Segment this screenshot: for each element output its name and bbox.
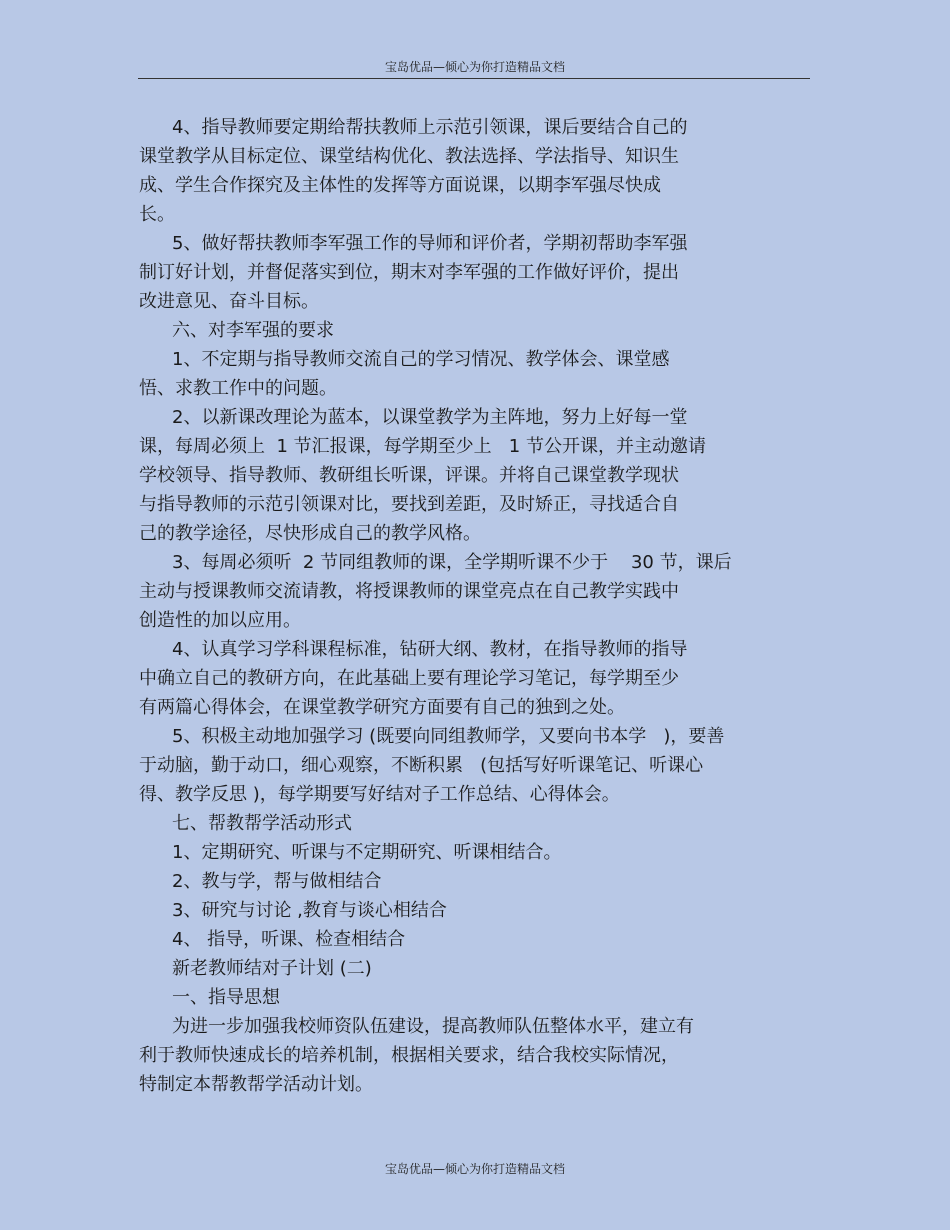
text-line: 制订好计划，并督促落实到位，期末对李军强的工作做好评价，提出: [139, 262, 679, 283]
page-header: 宝岛优品—倾心为你打造精品文档: [384, 60, 565, 74]
text-line: 六、对李军强的要求: [172, 320, 334, 341]
text-line: 利于教师快速成长的培养机制，根据相关要求，结合我校实际情况，: [139, 1045, 679, 1066]
text-line: 己的教学途径，尽快形成自己的教学风格。: [139, 523, 481, 544]
text-line: 1、不定期与指导教师交流自己的学习情况、教学体会、课堂感: [172, 349, 670, 370]
text-line: 与指导教师的示范引领课对比，要找到差距，及时矫正，寻找适合自: [139, 494, 679, 515]
text-line: 5、做好帮扶教师李军强工作的导师和评价者，学期初帮助李军强: [172, 233, 688, 254]
text-line: 为进一步加强我校师资队伍建设，提高教师队伍整体水平，建立有: [172, 1016, 694, 1037]
text-line: 4、认真学习学科课程标准，钻研大纲、教材，在指导教师的指导: [172, 639, 688, 660]
text-line: 新老教师结对子计划 (二): [172, 958, 372, 979]
text-line: 2、教与学，帮与做相结合: [172, 871, 382, 892]
text-line: 3、研究与讨论 ,教育与谈心相结合: [172, 900, 447, 921]
text-line: 学校领导、指导教师、教研组长听课，评课。并将自己课堂教学现状: [139, 465, 679, 486]
text-line: 于动脑，勤于动口，细心观察，不断积累 (包括写好听课笔记、听课心: [139, 755, 704, 776]
text-line: 主动与授课教师交流请教，将授课教师的课堂亮点在自己教学实践中: [139, 581, 679, 602]
text-line: 5、积极主动地加强学习 (既要向同组教师学，又要向书本学 )，要善: [172, 726, 725, 747]
text-line: 课，每周必须上 1 节汇报课，每学期至少上 1 节公开课，并主动邀请: [139, 436, 706, 457]
text-line: 特制定本帮教帮学活动计划。: [139, 1074, 373, 1095]
text-line: 悟、求教工作中的问题。: [139, 378, 337, 399]
header-divider: [138, 78, 810, 79]
text-line: 创造性的加以应用。: [139, 610, 301, 631]
text-line: 3、每周必须听 2 节同组教师的课，全学期听课不少于 30 节，课后: [172, 552, 732, 573]
text-line: 成、学生合作探究及主体性的发挥等方面说课，以期李军强尽快成: [139, 175, 661, 196]
text-line: 中确立自己的教研方向，在此基础上要有理论学习笔记，每学期至少: [139, 668, 679, 689]
document-body: [139, 113, 809, 1099]
text-line: 长。: [139, 204, 175, 225]
text-line: 4、 指导，听课、检查相结合: [172, 929, 406, 950]
text-line: 七、帮教帮学活动形式: [172, 813, 352, 834]
text-line: 2、以新课改理论为蓝本，以课堂教学为主阵地，努力上好每一堂: [172, 407, 688, 428]
text-line: 4、指导教师要定期给帮扶教师上示范引领课，课后要结合自己的: [172, 117, 688, 138]
text-line: 一、指导思想: [172, 987, 280, 1008]
text-line: 有两篇心得体会，在课堂教学研究方面要有自己的独到之处。: [139, 697, 625, 718]
page-footer: 宝岛优品—倾心为你打造精品文档: [384, 1162, 565, 1176]
text-line: 得、教学反思 )，每学期要写好结对子工作总结、心得体会。: [139, 784, 620, 805]
text-line: 1、定期研究、听课与不定期研究、听课相结合。: [172, 842, 562, 863]
text-line: 课堂教学从目标定位、课堂结构优化、教法选择、学法指导、知识生: [139, 146, 679, 167]
text-line: 改进意见、奋斗目标。: [139, 291, 319, 312]
